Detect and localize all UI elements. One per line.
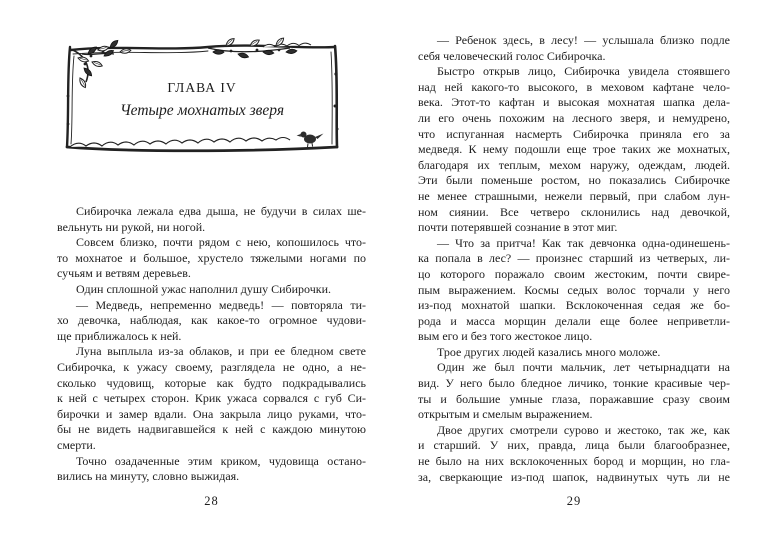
text-line: Быстро открыв лицо, Сибирочка увидела стоявшего <box>437 64 730 79</box>
text-line: вид. У него было бледное личико, тонкие красивые чер- <box>418 376 730 391</box>
text-line: не менее страшными, нежели первый, при слабом лун- <box>418 188 730 203</box>
paragraph <box>57 344 366 453</box>
text-line: сучьям и ветвям деревьев. <box>57 266 191 281</box>
text-line: над ней какого-то высокого, в меховом кафтане чело- <box>418 79 730 94</box>
text-line: сколько чудовищ, которые как будто подкрадывались <box>57 375 366 390</box>
text-line: Сибирочка лежала едва дыша, не будучи в силах ше- <box>76 204 366 218</box>
left-page-text <box>57 204 366 485</box>
paragraph <box>418 345 730 361</box>
paragraph <box>418 236 730 345</box>
snow-lumps-bottom <box>70 138 290 148</box>
chapter-subtitle: Четыре мохнатых зверя <box>119 102 285 119</box>
right-page <box>418 0 730 550</box>
text-line: бирочки и замер вдали. Она закрыла лицо руками, что- <box>57 406 366 421</box>
paragraph <box>418 360 730 422</box>
text-line: почти потерявшей сознание в этот миг. <box>418 220 618 235</box>
text-line: — Медведь, непременно медведь! — повторяла ти- <box>76 297 366 312</box>
text-line: бы не видеть надвигавшейся к ней с каждою минутою <box>57 422 366 437</box>
paragraph <box>57 204 366 235</box>
paragraph <box>57 454 366 485</box>
right-page-number: 29 <box>566 494 582 508</box>
text-line: века. Этот-то кафтан и высокая мохнатая шапка дела- <box>418 95 730 110</box>
text-line: смерти. <box>57 437 96 452</box>
text-line: то мохнатое и большое, хрустело тяжелыми ногами по <box>57 250 366 265</box>
paragraph <box>418 64 730 236</box>
text-line: пым выражением. Космы седых волос торчали у него <box>418 282 730 297</box>
text-line: и старший. У них, правда, лица были благообразнее, <box>418 438 730 453</box>
text-line: Точно озадаченные этим криком, чудовища остано- <box>76 453 366 468</box>
left-page <box>57 0 366 550</box>
left-page-number: 28 <box>204 494 219 508</box>
text-line: за, сверкающие из-под шапок, надвинутых чуть ли не <box>418 469 730 484</box>
paragraph <box>418 423 730 485</box>
text-line: Луна выплыла из-за облаков, и при ее бледном свете <box>76 344 366 359</box>
text-line: ще приближалось к ней. <box>57 328 182 343</box>
text-line: цо которого поражало своим жестоким, почти свире- <box>418 266 730 281</box>
text-line: вым его и без того жестокое лицо. <box>418 329 593 344</box>
text-line: Один же был почти мальчик, лет четырнадцати на <box>437 360 730 375</box>
text-line: Один сплошной ужас наполнил душу Сибирочки. <box>76 281 332 296</box>
text-line: ном сиянии. Все четверо склонились над девочкой, <box>418 204 730 219</box>
text-line: ли его очень похожим на лесного зверя, и немудрено, <box>418 110 730 125</box>
text-line: открытым и смелым выражением. <box>418 407 593 422</box>
text-line: вились на минуту, словно выжидая. <box>57 469 240 484</box>
paragraph <box>57 235 366 282</box>
chapter-ornament-frame <box>58 34 346 162</box>
text-line: вельнуть ни рукой, ни ногой. <box>57 219 206 234</box>
text-line: к ней с четырех сторон. Крик ужаса сорвался с губ Си- <box>57 391 366 406</box>
paragraph <box>418 33 730 64</box>
text-line: Двое других смотрели сурово и жестоко, так же, как <box>437 422 730 437</box>
text-line: Трое других людей казались много моложе. <box>437 344 661 359</box>
chapter-heading: ГЛАВА IV <box>167 80 237 95</box>
twig-frame-icon <box>58 34 346 162</box>
text-line: не было на них всклокоченных бород и морщин, но гла- <box>418 454 730 469</box>
text-line: Сибирочка, к ужасу своему, разглядела не одно, а не- <box>57 359 366 374</box>
text-line: рода и масса морщин делали еще более неприветли- <box>418 313 730 328</box>
text-line: ты и большие умные глаза, поражавшие сразу своим <box>418 391 730 406</box>
text-line: — Ребенок здесь, в лесу! — услышала близко подле <box>437 33 730 47</box>
text-line: ка попала в лес? — произнес старший из четверых, ли- <box>418 251 730 266</box>
bird-icon <box>297 132 324 148</box>
text-line: хо девочка, наблюдая, как какое-то огромное чудови- <box>57 313 366 328</box>
right-page-text <box>418 33 730 485</box>
text-line: себя человеческий голос Сибирочка. <box>418 48 606 63</box>
text-line: что испуганная насмерть Сибирочка приняла его за <box>418 126 730 141</box>
text-line: Эти были поменьше ростом, но показались Сибирочке <box>418 173 730 188</box>
text-line: из-под мохнатой шапки. Всклокоченная седая же бо- <box>418 298 730 313</box>
paragraph <box>57 298 366 345</box>
text-line: Совсем близко, почти рядом с нею, копошилось что- <box>76 235 366 250</box>
leaf-garland-top-center <box>208 38 297 61</box>
text-line: — Что за притча! Как так девчонка одна-одинешень- <box>437 235 730 250</box>
paragraph <box>57 282 366 298</box>
text-line: медведя. К нему подошли еще трое таких же мохнатых, <box>418 142 730 157</box>
text-line: благодаря их теплым, мехом наружу, одеждам, людей. <box>418 157 730 172</box>
